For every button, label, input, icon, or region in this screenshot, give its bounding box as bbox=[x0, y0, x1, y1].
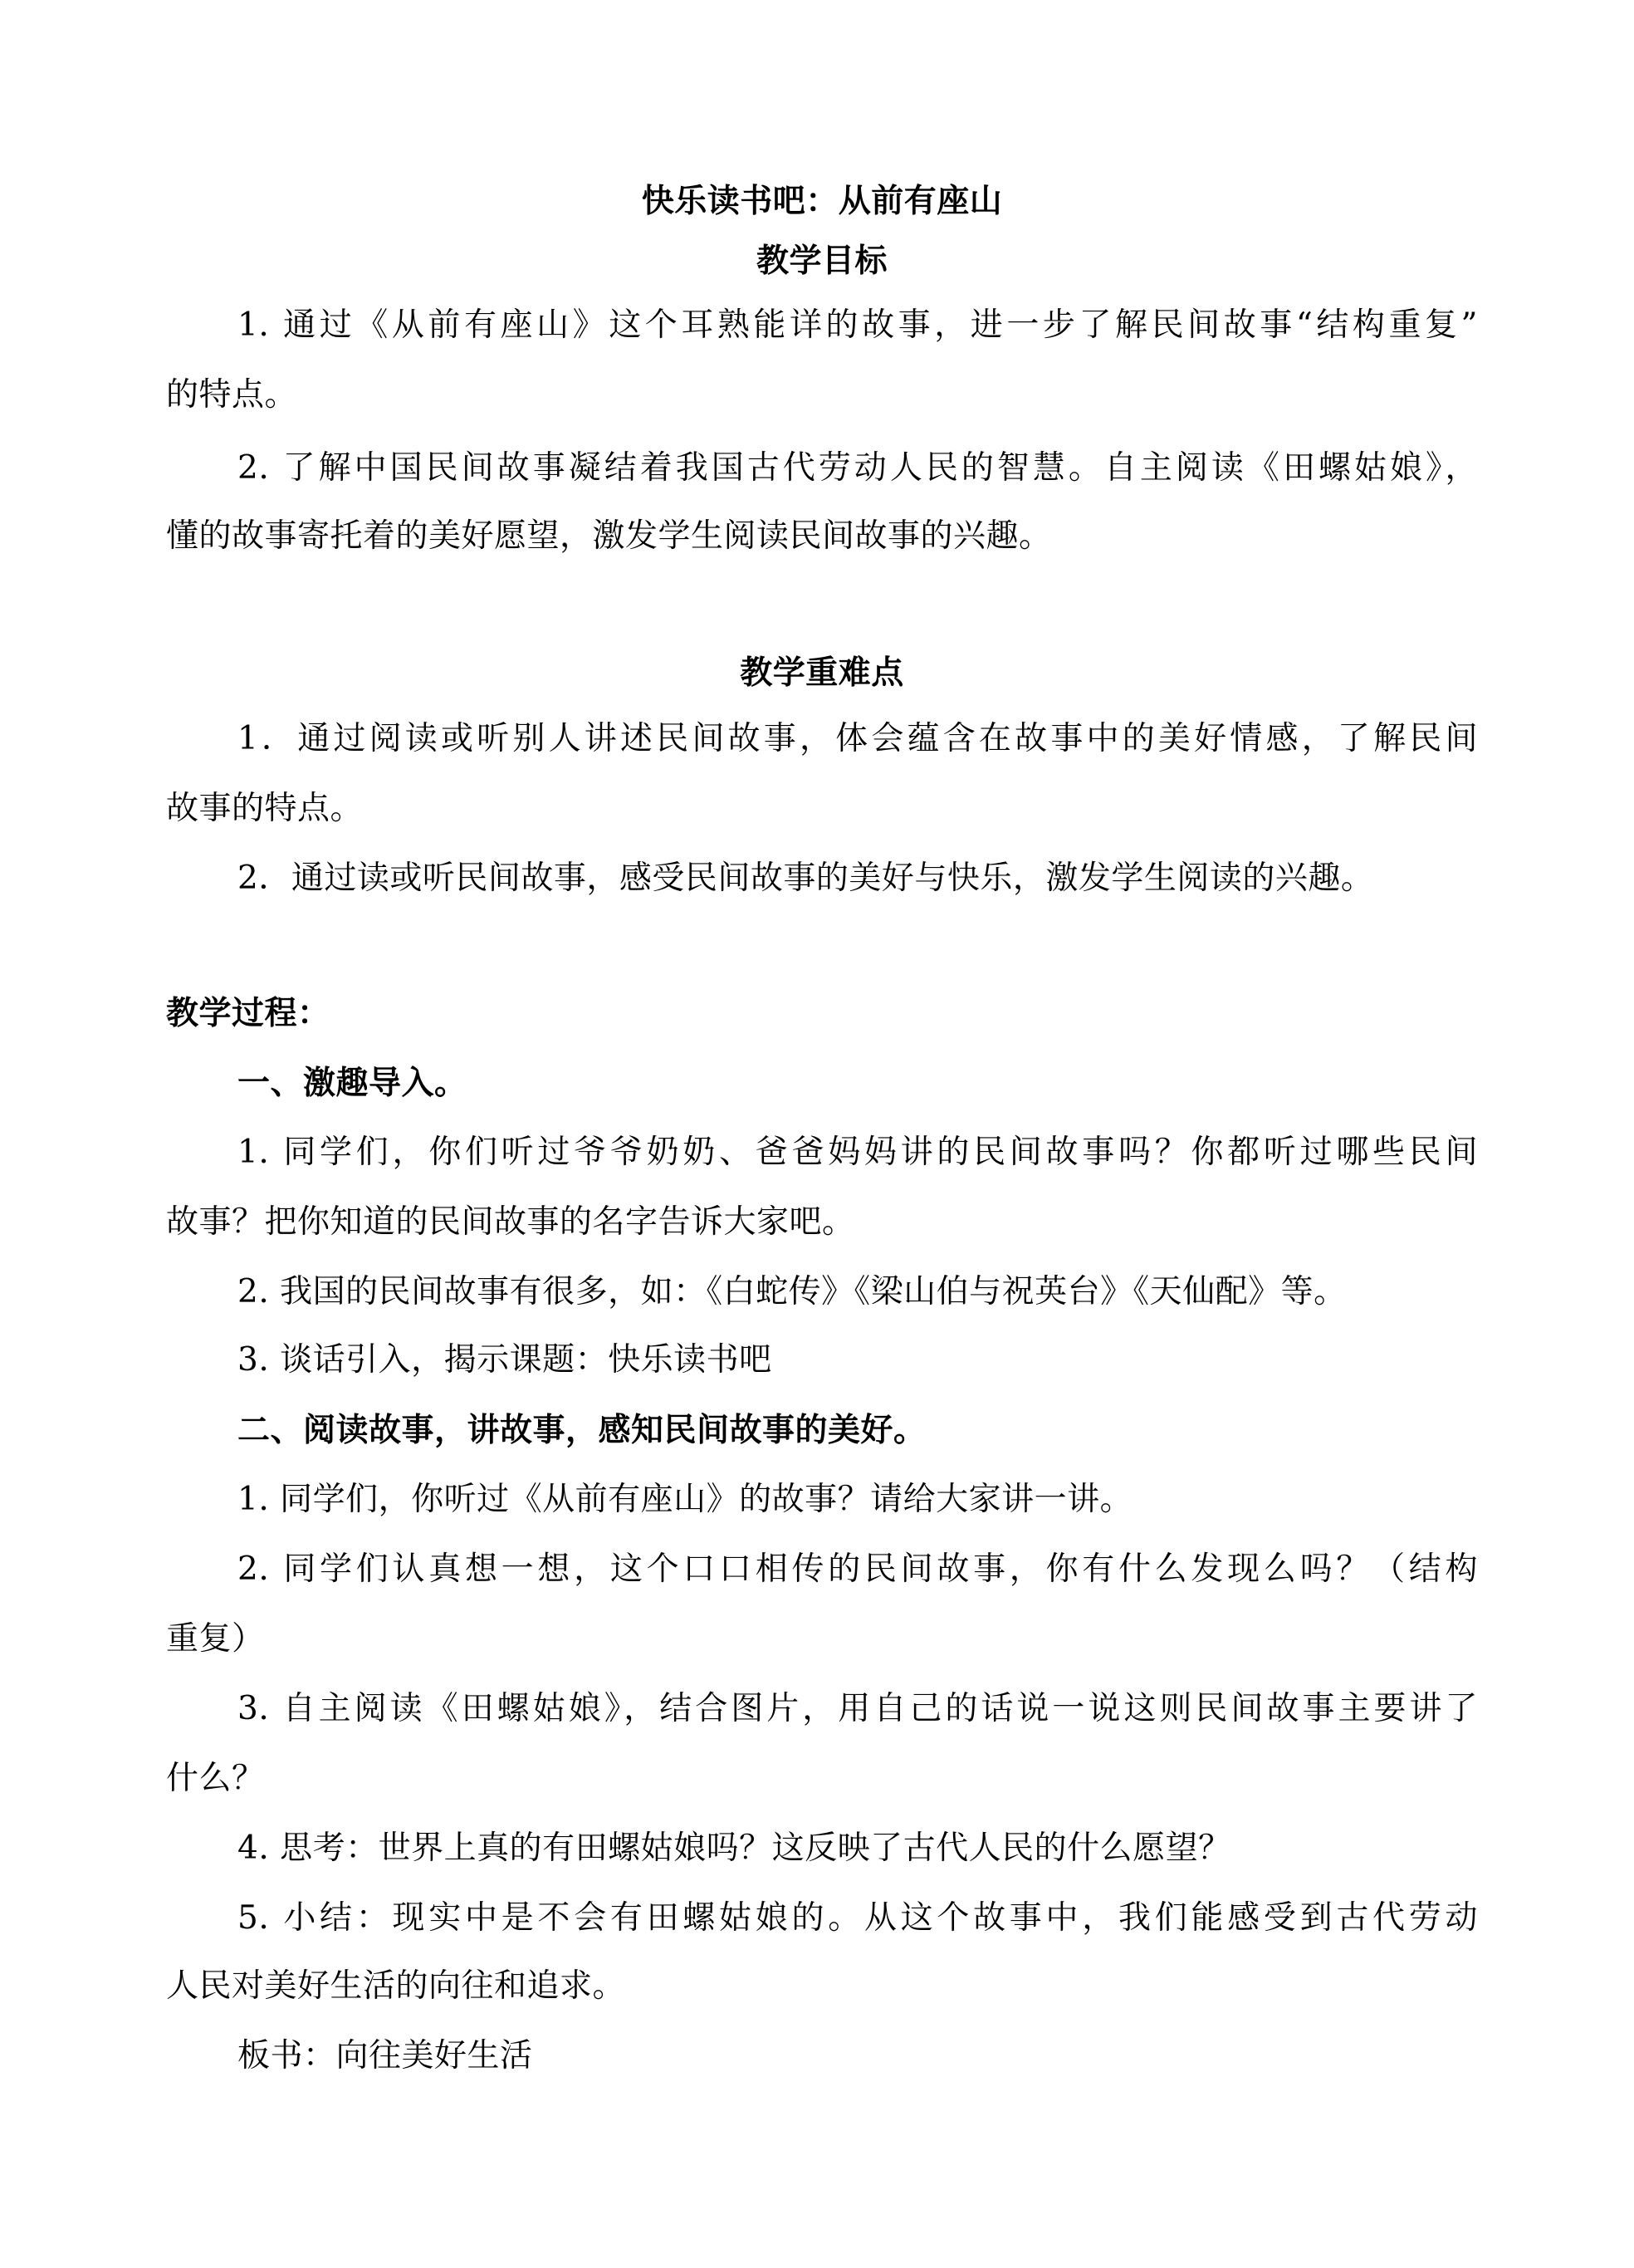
section-1-item-1-line-1: 1. 同学们，你们听过爷爷奶奶、爸爸妈妈讲的民间故事吗？你都听过哪些民间 bbox=[237, 1134, 1478, 1171]
section-1-item-1-line-2: 故事？把你知道的民间故事的名字告诉大家吧。 bbox=[166, 1203, 855, 1241]
objective-2-line-2: 懂的故事寄托着的美好愿望，激发学生阅读民间故事的兴趣。 bbox=[166, 517, 1052, 555]
section-2-item-5-line-2: 人民对美好生活的向往和追求。 bbox=[166, 1967, 626, 2005]
section-2-item-2-line-2: 重复） bbox=[166, 1620, 265, 1658]
process-heading: 教学过程： bbox=[166, 994, 330, 1032]
objective-1-line-1: 1. 通过《从前有座山》这个耳熟能详的故事，进一步了解民间故事“结构重复” bbox=[237, 306, 1478, 344]
section-2-item-3-line-1: 3. 自主阅读《田螺姑娘》，结合图片，用自己的话说一说这则民间故事主要讲了 bbox=[237, 1690, 1478, 1727]
section-2-item-1: 1. 同学们，你听过《从前有座山》的故事？请给大家讲一讲。 bbox=[237, 1481, 1133, 1518]
section-1-item-3: 3. 谈话引入，揭示课题：快乐读书吧 bbox=[237, 1341, 772, 1379]
section-1-item-2: 2. 我国的民间故事有很多，如：《白蛇传》《梁山伯与祝英台》《天仙配》等。 bbox=[237, 1273, 1347, 1310]
section-2-heading: 二、阅读故事，讲故事，感知民间故事的美好。 bbox=[237, 1411, 927, 1449]
key-points-heading: 教学重难点 bbox=[740, 654, 904, 692]
section-2-item-4: 4. 思考：世界上真的有田螺姑娘吗？这反映了古代人民的什么愿望？ bbox=[237, 1830, 1231, 1867]
objectives-heading: 教学目标 bbox=[756, 242, 888, 280]
board-writing: 板书：向往美好生活 bbox=[237, 2037, 533, 2075]
section-2-item-2-line-1: 2. 同学们认真想一想，这个口口相传的民间故事，你有什么发现么吗？（结构 bbox=[237, 1550, 1478, 1588]
document-title: 快乐读书吧：从前有座山 bbox=[641, 182, 1003, 220]
section-1-heading: 一、激趣导入。 bbox=[237, 1064, 467, 1102]
key-point-1-line-2: 故事的特点。 bbox=[166, 790, 364, 827]
key-point-1-line-1: 1．通过阅读或听别人讲述民间故事，体会蕴含在故事中的美好情感，了解民间 bbox=[237, 720, 1478, 757]
objective-1-line-2: 的特点。 bbox=[166, 376, 298, 414]
section-2-item-5-line-1: 5. 小结：现实中是不会有田螺姑娘的。从这个故事中，我们能感受到古代劳动 bbox=[237, 1899, 1478, 1937]
key-point-2-line-1: 2．通过读或听民间故事，感受民间故事的美好与快乐，激发学生阅读的兴趣。 bbox=[237, 860, 1374, 897]
section-2-item-3-line-2: 什么？ bbox=[166, 1760, 265, 1797]
objective-2-line-1: 2. 了解中国民间故事凝结着我国古代劳动人民的智慧。自主阅读《田螺姑娘》， bbox=[237, 449, 1478, 487]
